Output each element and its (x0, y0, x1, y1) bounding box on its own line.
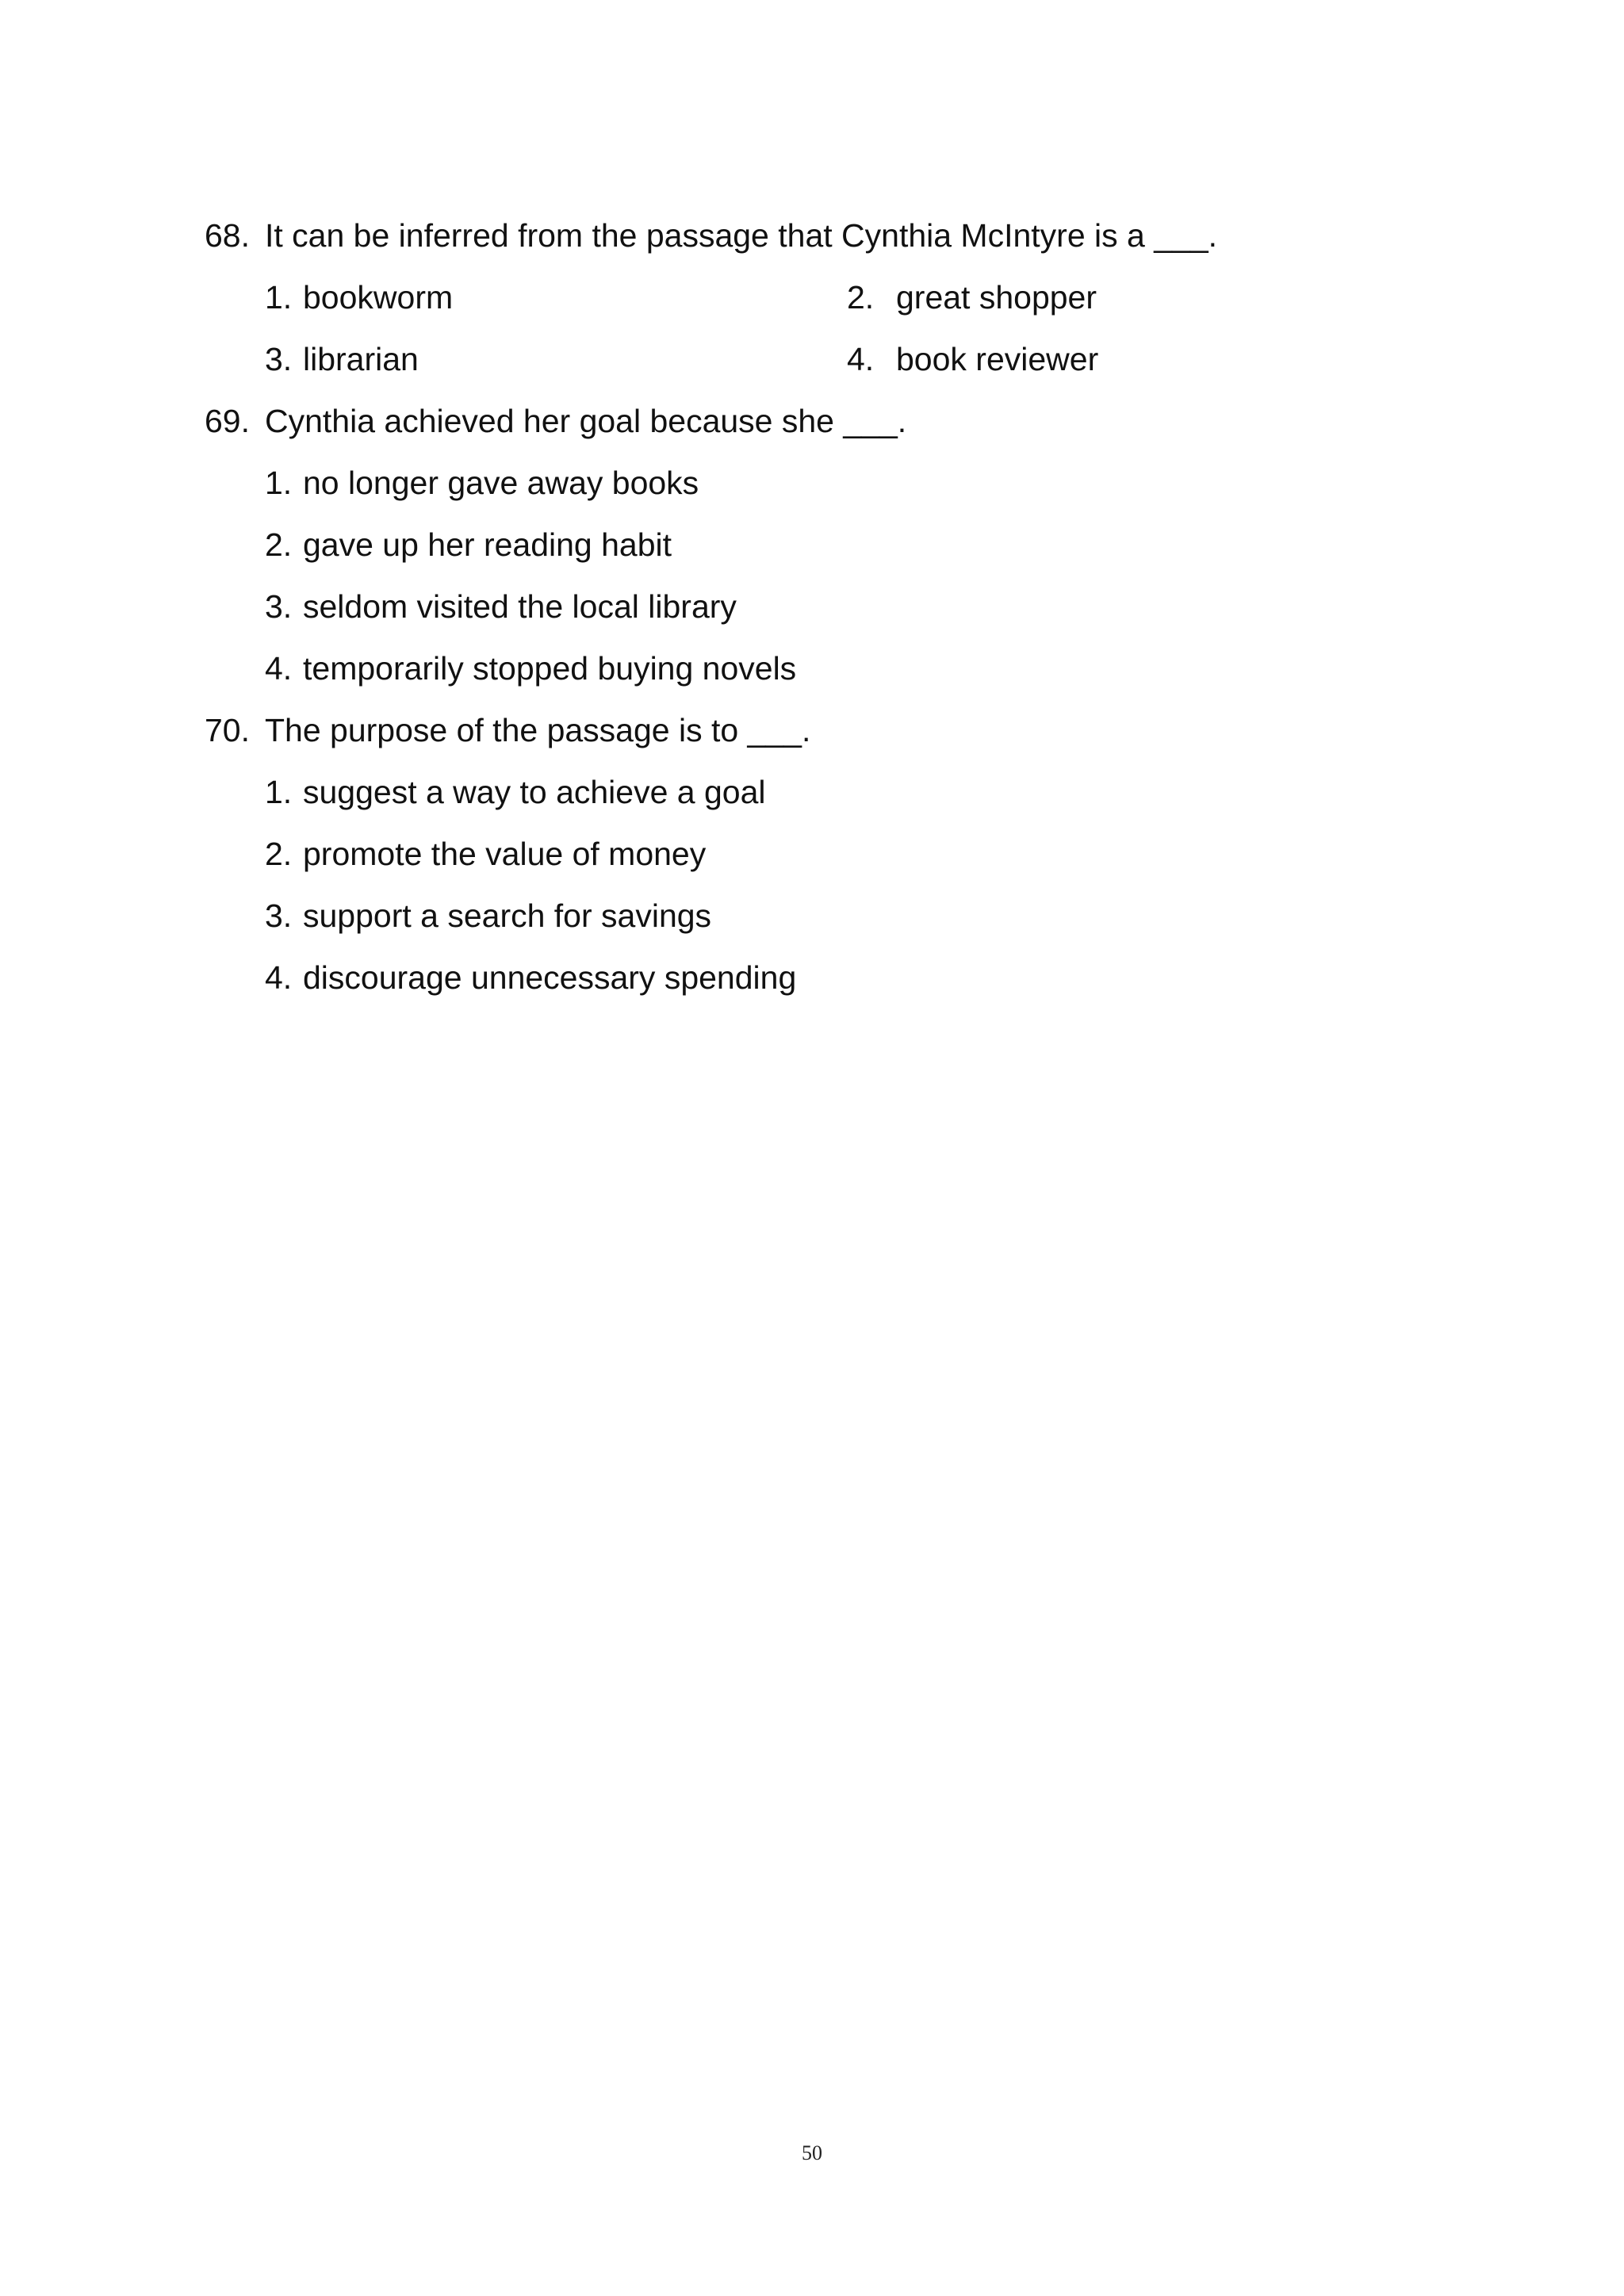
option-text: promote the value of money (303, 836, 707, 872)
option-4 (265, 637, 1473, 699)
option-4 (847, 328, 1291, 390)
option-text: suggest a way to achieve a goal (303, 774, 766, 810)
option-2 (847, 266, 1291, 328)
option-3 (265, 885, 1473, 947)
option-number: 2. (265, 526, 293, 563)
option-number: 3. (265, 341, 293, 377)
option-number: 1. (265, 465, 293, 501)
option-text: seldom visited the local library (303, 588, 737, 625)
option-number: 1. (265, 279, 293, 316)
option-text: bookworm (303, 279, 454, 316)
option-text: temporarily stopped buying novels (303, 650, 797, 687)
question-number: 69. (205, 403, 250, 439)
option-number: 4. (265, 959, 293, 996)
page-number: 50 (802, 2141, 822, 2164)
option-number: 3. (265, 588, 293, 625)
option-number: 2. (847, 279, 875, 316)
option-grid (265, 266, 1473, 390)
question-stem (205, 390, 1473, 452)
option-1 (265, 452, 1473, 514)
option-text: great shopper (896, 279, 1097, 316)
question-number: 70. (205, 712, 250, 748)
option-2 (265, 514, 1473, 576)
option-number: 4. (265, 650, 293, 687)
question-list (205, 205, 1473, 1008)
option-text: no longer gave away books (303, 465, 699, 501)
question-text: Cynthia achieved her goal because she ___. (265, 403, 907, 439)
question-text: It can be inferred from the passage that Cynthia McIntyre is a ___. (265, 217, 1218, 254)
question-70 (205, 699, 1473, 1008)
option-text: support a search for savings (303, 897, 712, 934)
option-text: gave up her reading habit (303, 526, 672, 563)
option-list (265, 452, 1473, 699)
option-1 (265, 761, 1473, 823)
question-number: 68. (205, 217, 250, 254)
option-text: discourage unnecessary spending (303, 959, 797, 996)
option-number: 2. (265, 836, 293, 872)
option-3 (265, 576, 1473, 637)
question-68 (205, 205, 1473, 390)
question-stem (205, 699, 1473, 761)
option-1 (265, 266, 847, 328)
option-text: book reviewer (896, 341, 1099, 377)
option-text: librarian (303, 341, 419, 377)
question-stem (205, 205, 1473, 266)
option-number: 3. (265, 897, 293, 934)
option-list (265, 761, 1473, 1008)
option-4 (265, 947, 1473, 1008)
option-number: 1. (265, 774, 293, 810)
question-69 (205, 390, 1473, 699)
option-3 (265, 328, 847, 390)
option-2 (265, 823, 1473, 885)
option-number: 4. (847, 341, 875, 377)
question-text: The purpose of the passage is to ___. (265, 712, 811, 748)
